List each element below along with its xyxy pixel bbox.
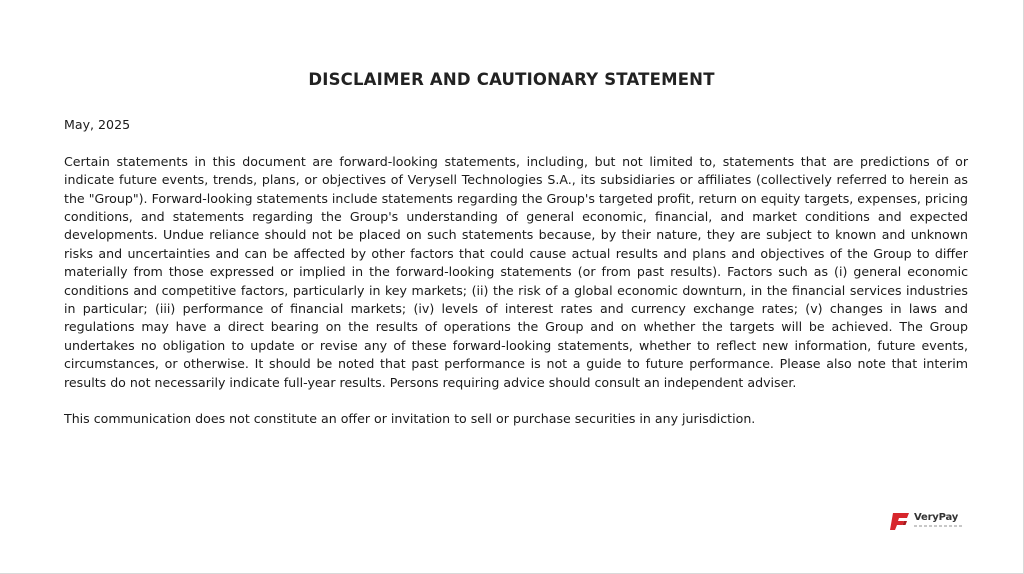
page-title: DISCLAIMER AND CAUTIONARY STATEMENT	[308, 70, 715, 89]
company-logo	[890, 510, 970, 534]
disclaimer-paragraph: Certain statements in this document are forward-looking statements, including, but not limited to, statements that are predictions of or indicate future events, trends, plans, or objectives of Verysell Technologies S.A., its subsidiaries or affiliates (collectively referred to herein as the "Group"). Forward-looking statements include statements regarding the Group's targeted profit, return on equity targets, expenses, pricing conditions, and statements regarding the Group's understanding of general economic, financial, and market conditions and expected developments. Undue reliance should not be placed on such statements because, by their nature, they are subject to known and unknown risks and uncertainties and can be affected by other factors that could cause actual results and plans and objectives of the Group to differ materially from those expressed or implied in the forward-looking statements (or from past results). Factors such as (i) general economic conditions and competitive factors, particularly in key markets; (ii) the risk of a global economic downturn, in the financial services industries in particular; (iii) performance of financial markets; (iv) levels of interest rates and currency exchange rates; (v) changes in laws and regulations may have a direct bearing on the results of operations the Group and on whether the targets will be achieved. The Group undertakes no obligation to update or revise any of these forward-looking statements, whether to reflect new information, future events, circumstances, or otherwise. It should be noted that past performance is not a guide to future performance. Please also note that interim results do not necessarily indicate full-year results. Persons requiring advice should consult an independent adviser.	[64, 153, 968, 390]
logo-wordmark: VeryPay	[914, 512, 959, 523]
logo-tagline	[914, 525, 962, 527]
verypay-logo-icon	[890, 511, 910, 531]
offer-notice-paragraph: This communication does not constitute an offer or invitation to sell or purchase securities in any jurisdiction.	[64, 411, 756, 427]
document-body	[64, 116, 968, 447]
document-date: May, 2025	[64, 117, 131, 132]
